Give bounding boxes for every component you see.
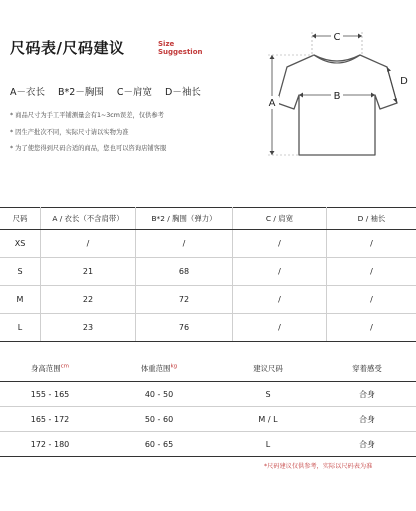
legend-a: A－衣长	[10, 87, 45, 98]
suggestion-table	[0, 355, 416, 457]
cell-height: 155 - 165	[0, 382, 100, 407]
suggestion-table-header	[0, 355, 416, 382]
cell-chest: 76	[136, 314, 233, 342]
cell-shoulder: /	[233, 230, 327, 258]
col-sleeve: D / 袖长	[327, 208, 416, 230]
table-row	[0, 382, 416, 407]
col-size: 尺码	[0, 208, 41, 230]
legend-b: B*2－胸围	[58, 87, 104, 98]
cell-suggested-size: L	[218, 432, 318, 457]
table-row	[0, 314, 416, 342]
table-row	[0, 258, 416, 286]
cell-sleeve: /	[327, 258, 416, 286]
size-table-header	[0, 208, 416, 230]
table-row	[0, 407, 416, 432]
label-d: D	[400, 76, 408, 87]
table-row	[0, 230, 416, 258]
note-2: * 因生产批次不同，实际尺寸请以实物为准	[10, 129, 129, 136]
cell-size: XS	[0, 230, 41, 258]
label-a: A	[268, 98, 276, 109]
col-shoulder: C / 肩宽	[233, 208, 327, 230]
col-weight	[100, 355, 218, 382]
cell-weight: 60 - 65	[100, 432, 218, 457]
tshirt-diagram	[262, 27, 412, 177]
col-height-label: 身高范围	[31, 363, 61, 373]
cell-length: /	[41, 230, 136, 258]
measure-legend	[10, 84, 211, 98]
cell-length: 22	[41, 286, 136, 314]
subtitle-suggestion: Suggestion	[158, 48, 203, 56]
legend-d: D－袖长	[165, 87, 201, 98]
unit-cm: cm	[60, 363, 69, 370]
col-chest: B*2 / 胸围（弹力）	[136, 208, 233, 230]
col-length: A / 衣长（不含肩带）	[41, 208, 136, 230]
size-table	[0, 207, 416, 342]
cell-size: M	[0, 286, 41, 314]
note-3: * 为了使您得到尺码合适的商品，您也可以咨询店铺客服	[10, 145, 167, 152]
cell-chest: /	[136, 230, 233, 258]
legend-c: C－肩宽	[116, 87, 153, 98]
cell-sleeve: /	[327, 314, 416, 342]
note-1: * 商品尺寸为手工平铺测量会有1~3cm误差，仅供参考	[10, 112, 164, 119]
unit-kg: kg	[170, 363, 178, 370]
label-c: C	[333, 32, 341, 43]
col-suggested-size: 建议尺码	[218, 355, 318, 382]
cell-size: S	[0, 258, 41, 286]
label-b: B	[333, 91, 341, 102]
cell-sleeve: /	[327, 286, 416, 314]
cell-fit: 合身	[318, 382, 416, 407]
footnote: *尺码建议仅供参考，实际以尺码表为准	[264, 463, 373, 470]
subtitle-size: Size	[158, 40, 175, 48]
cell-fit: 合身	[318, 407, 416, 432]
arrow-d	[387, 67, 397, 103]
cell-length: 23	[41, 314, 136, 342]
table-row	[0, 432, 416, 457]
col-height	[0, 355, 100, 382]
cell-shoulder: /	[233, 314, 327, 342]
cell-shoulder: /	[233, 258, 327, 286]
col-weight-label: 体重范围	[140, 363, 171, 373]
cell-suggested-size: S	[218, 382, 318, 407]
cell-shoulder: /	[233, 286, 327, 314]
cell-length: 21	[41, 258, 136, 286]
table-row	[0, 286, 416, 314]
page-subtitle-en	[158, 40, 203, 56]
col-fit: 穿着感受	[318, 355, 416, 382]
cell-suggested-size: M / L	[218, 407, 318, 432]
cell-sleeve: /	[327, 230, 416, 258]
cell-weight: 50 - 60	[100, 407, 218, 432]
cell-weight: 40 - 50	[100, 382, 218, 407]
cell-fit: 合身	[318, 432, 416, 457]
cell-size: L	[0, 314, 41, 342]
cell-chest: 68	[136, 258, 233, 286]
cell-height: 172 - 180	[0, 432, 100, 457]
page-title: 尺码表/尺码建议	[10, 39, 125, 57]
tshirt-outline-icon	[277, 55, 397, 155]
cell-chest: 72	[136, 286, 233, 314]
cell-height: 165 - 172	[0, 407, 100, 432]
